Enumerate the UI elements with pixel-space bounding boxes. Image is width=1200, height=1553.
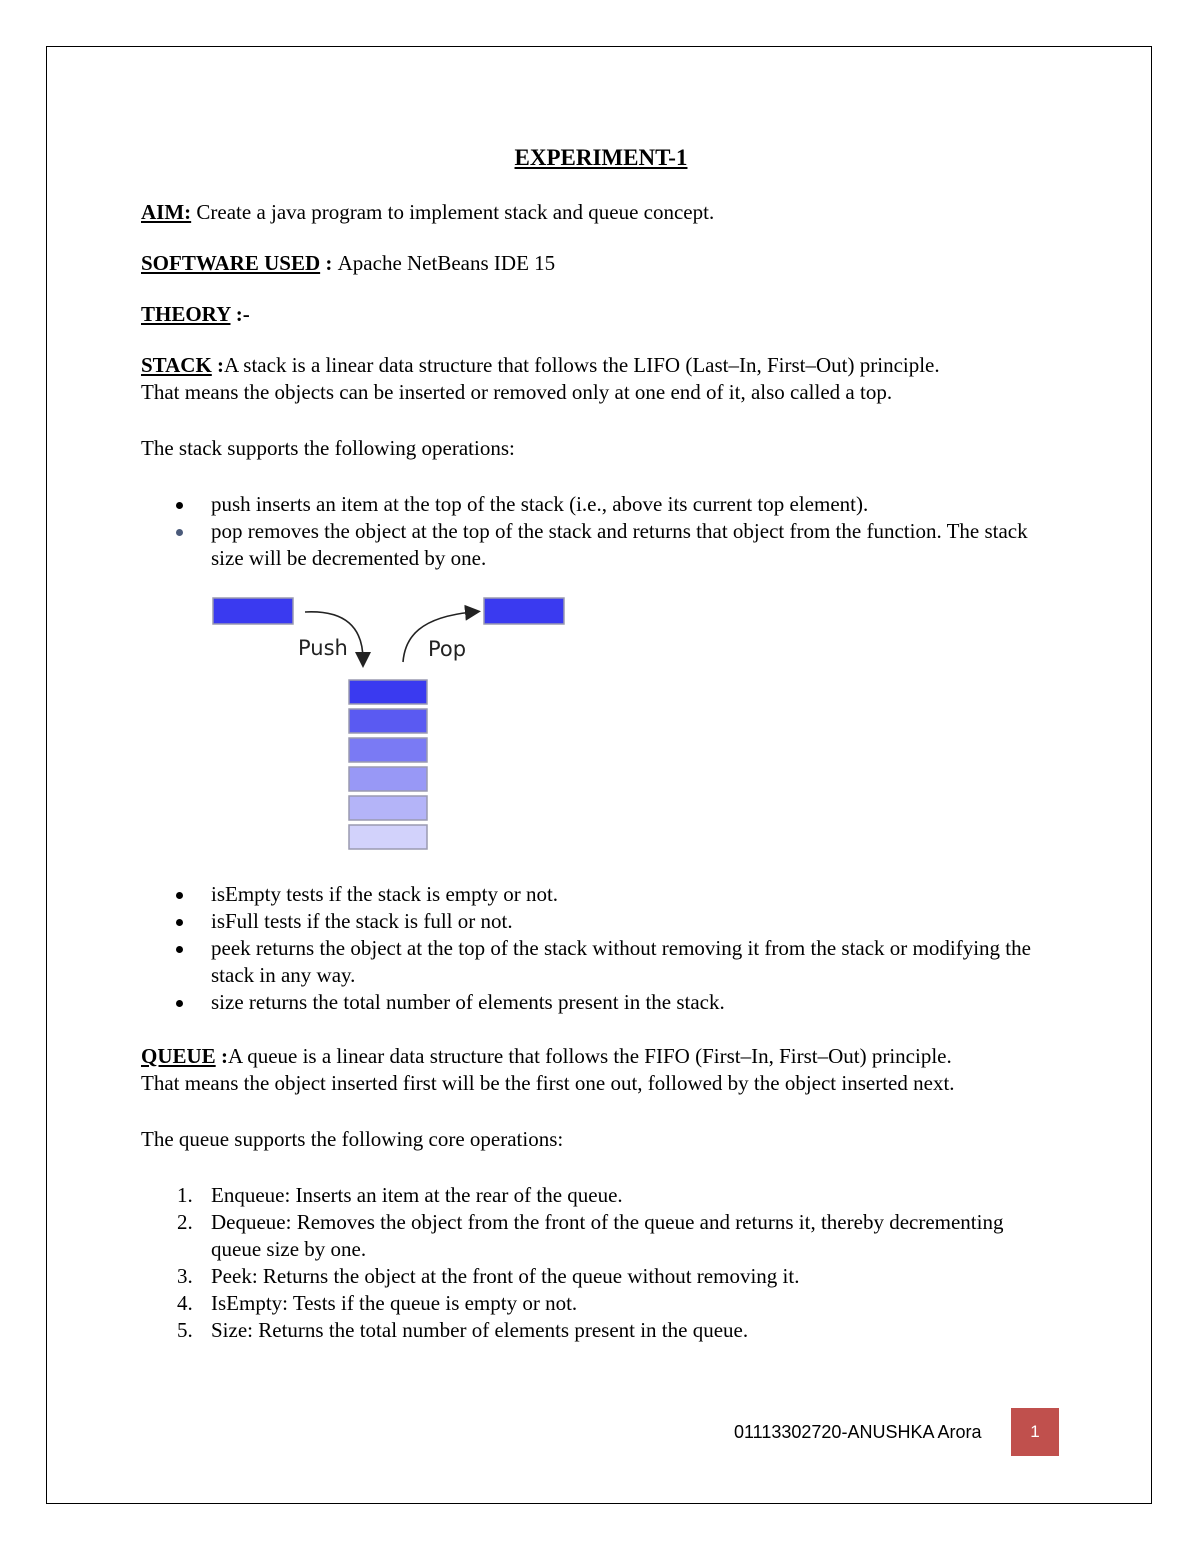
stack-ops-intro: The stack supports the following operations: [141,436,515,460]
list-item [141,518,1041,572]
bullet-icon [176,529,183,536]
aim-text: Create a java program to implement stack and queue concept. [191,200,715,224]
list-number: 5. [177,1318,193,1342]
queue-label: QUEUE [141,1044,216,1068]
stack-label: STACK [141,353,212,377]
bullet-icon [176,892,183,899]
list-item [141,1290,1021,1317]
bullet-icon [176,1000,183,1007]
queue-definition [141,1043,1081,1097]
list-item-text: isEmpty tests if the stack is empty or not. [211,882,559,906]
list-item-text: IsEmpty: Tests if the queue is empty or not. [211,1291,578,1315]
list-item [141,908,1041,935]
bullet-icon [176,502,183,509]
list-item [141,1209,1021,1263]
pop-block [484,598,564,624]
aim-label: AIM: [141,200,192,224]
stack-blocks [349,680,427,849]
list-item-text: peek returns the object at the top of the stack without removing it from the stack or modifying the stack in any way. [211,936,1031,987]
list-number: 2. [177,1210,193,1234]
pop-label: Pop [428,637,467,661]
software-text: Apache NetBeans IDE 15 [337,251,556,275]
list-item [141,1182,1021,1209]
list-number: 3. [177,1264,193,1288]
theory-heading [141,301,1081,328]
stack-ops-list-2 [141,881,1041,1016]
list-item [141,1317,1021,1344]
list-item-text: isFull tests if the stack is full or not. [211,909,513,933]
stack-ops-list-1 [141,491,1041,572]
list-item-text: push inserts an item at the top of the stack (i.e., above its current top element). [211,492,869,516]
bullet-icon [176,946,183,953]
list-item-text: pop removes the object at the top of the stack and returns that object from the function. The stack size will be decremented by one. [211,519,1028,570]
aim-line [141,199,1081,226]
list-item-text: Enqueue: Inserts an item at the rear of the queue. [211,1183,623,1207]
theory-sep: :- [230,302,250,326]
stack-block [349,709,427,733]
stack-diagram [205,592,585,857]
list-item [141,491,1041,518]
list-number: 1. [177,1183,193,1207]
push-block [213,598,293,624]
stack-block [349,796,427,820]
footer-author: 01113302720-ANUSHKA Arora [734,1422,982,1442]
stack-block [349,680,427,704]
software-sep: : [320,251,338,275]
list-item [141,989,1041,1016]
push-label: Push [298,636,348,660]
stack-sep: : [211,353,225,377]
stack-line-1: A stack is a linear data structure that follows the LIFO (Last–In, First–Out) principle. [224,353,940,377]
stack-block [349,825,427,849]
page-title: EXPERIMENT-1 [514,145,688,170]
list-item-text: size returns the total number of elements present in the stack. [211,990,725,1014]
software-label: SOFTWARE USED [141,251,321,275]
software-line [141,250,1081,277]
list-item-text: Dequeue: Removes the object from the front of the queue and returns it, thereby decrementing queue size by one. [211,1210,1004,1261]
list-item-text: Peek: Returns the object at the front of the queue without removing it. [211,1264,800,1288]
queue-line-2: That means the object inserted first will be the first one out, followed by the object inserted next. [141,1071,955,1095]
queue-ops-intro: The queue supports the following core operations: [141,1127,564,1151]
queue-ops-list [141,1182,1021,1344]
list-item [141,1263,1021,1290]
queue-sep: : [215,1044,228,1068]
stack-block [349,738,427,762]
stack-definition [141,352,1081,406]
queue-line-1: A queue is a linear data structure that follows the FIFO (First–In, First–Out) principle. [227,1044,952,1068]
theory-label: THEORY [141,302,231,326]
list-number: 4. [177,1291,193,1315]
list-item [141,935,1041,989]
page-number-badge: 1 [1011,1408,1059,1456]
bullet-icon [176,919,183,926]
list-item [141,881,1041,908]
stack-line-2: That means the objects can be inserted or removed only at one end of it, also called a top. [141,380,893,404]
stack-block [349,767,427,791]
list-item-text: Size: Returns the total number of elements present in the queue. [211,1318,749,1342]
